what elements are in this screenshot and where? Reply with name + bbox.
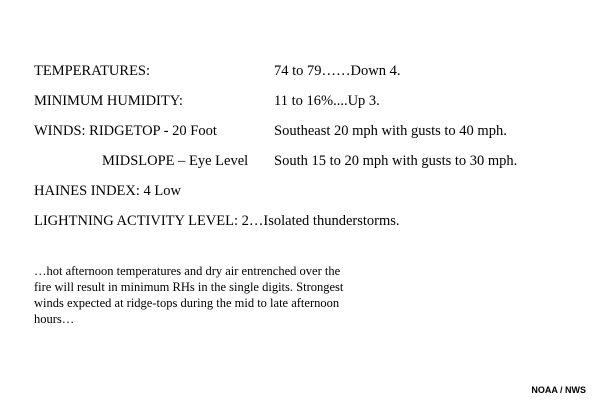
haines-index-row <box>34 181 594 201</box>
winds-midslope-value: South 15 to 20 mph with gusts to 30 mph. <box>274 153 518 169</box>
winds-midslope-label: MIDSLOPE – Eye Level <box>102 153 249 169</box>
minimum-humidity-label: MINIMUM HUMIDITY: <box>34 93 183 109</box>
summary-line: …hot afternoon temperatures and dry air entrenched over the <box>34 264 341 278</box>
lightning-activity-text: LIGHTNING ACTIVITY LEVEL: 2…Isolated thunderstorms. <box>34 213 400 229</box>
winds-ridgetop-label: WINDS: RIDGETOP - 20 Foot <box>34 123 217 139</box>
winds-ridgetop-value: Southeast 20 mph with gusts to 40 mph. <box>274 123 507 139</box>
forecast-summary <box>34 263 414 327</box>
temperatures-label: TEMPERATURES: <box>34 63 151 79</box>
haines-index-text: HAINES INDEX: 4 Low <box>34 183 181 199</box>
summary-line: fire will result in minimum RHs in the single digits. Strongest <box>34 280 344 294</box>
summary-line: winds expected at ridge-tops during the mid to late afternoon <box>34 296 340 310</box>
minimum-humidity-row <box>34 91 594 111</box>
lightning-row <box>34 211 594 231</box>
winds-midslope-row <box>34 151 594 171</box>
minimum-humidity-value: 11 to 16%....Up 3. <box>274 93 380 109</box>
temperatures-value: 74 to 79……Down 4. <box>274 63 401 79</box>
winds-ridgetop-row <box>34 121 594 141</box>
source-credit: NOAA / NWS <box>531 385 586 395</box>
summary-line: hours… <box>34 312 75 326</box>
temperatures-row <box>34 61 594 81</box>
